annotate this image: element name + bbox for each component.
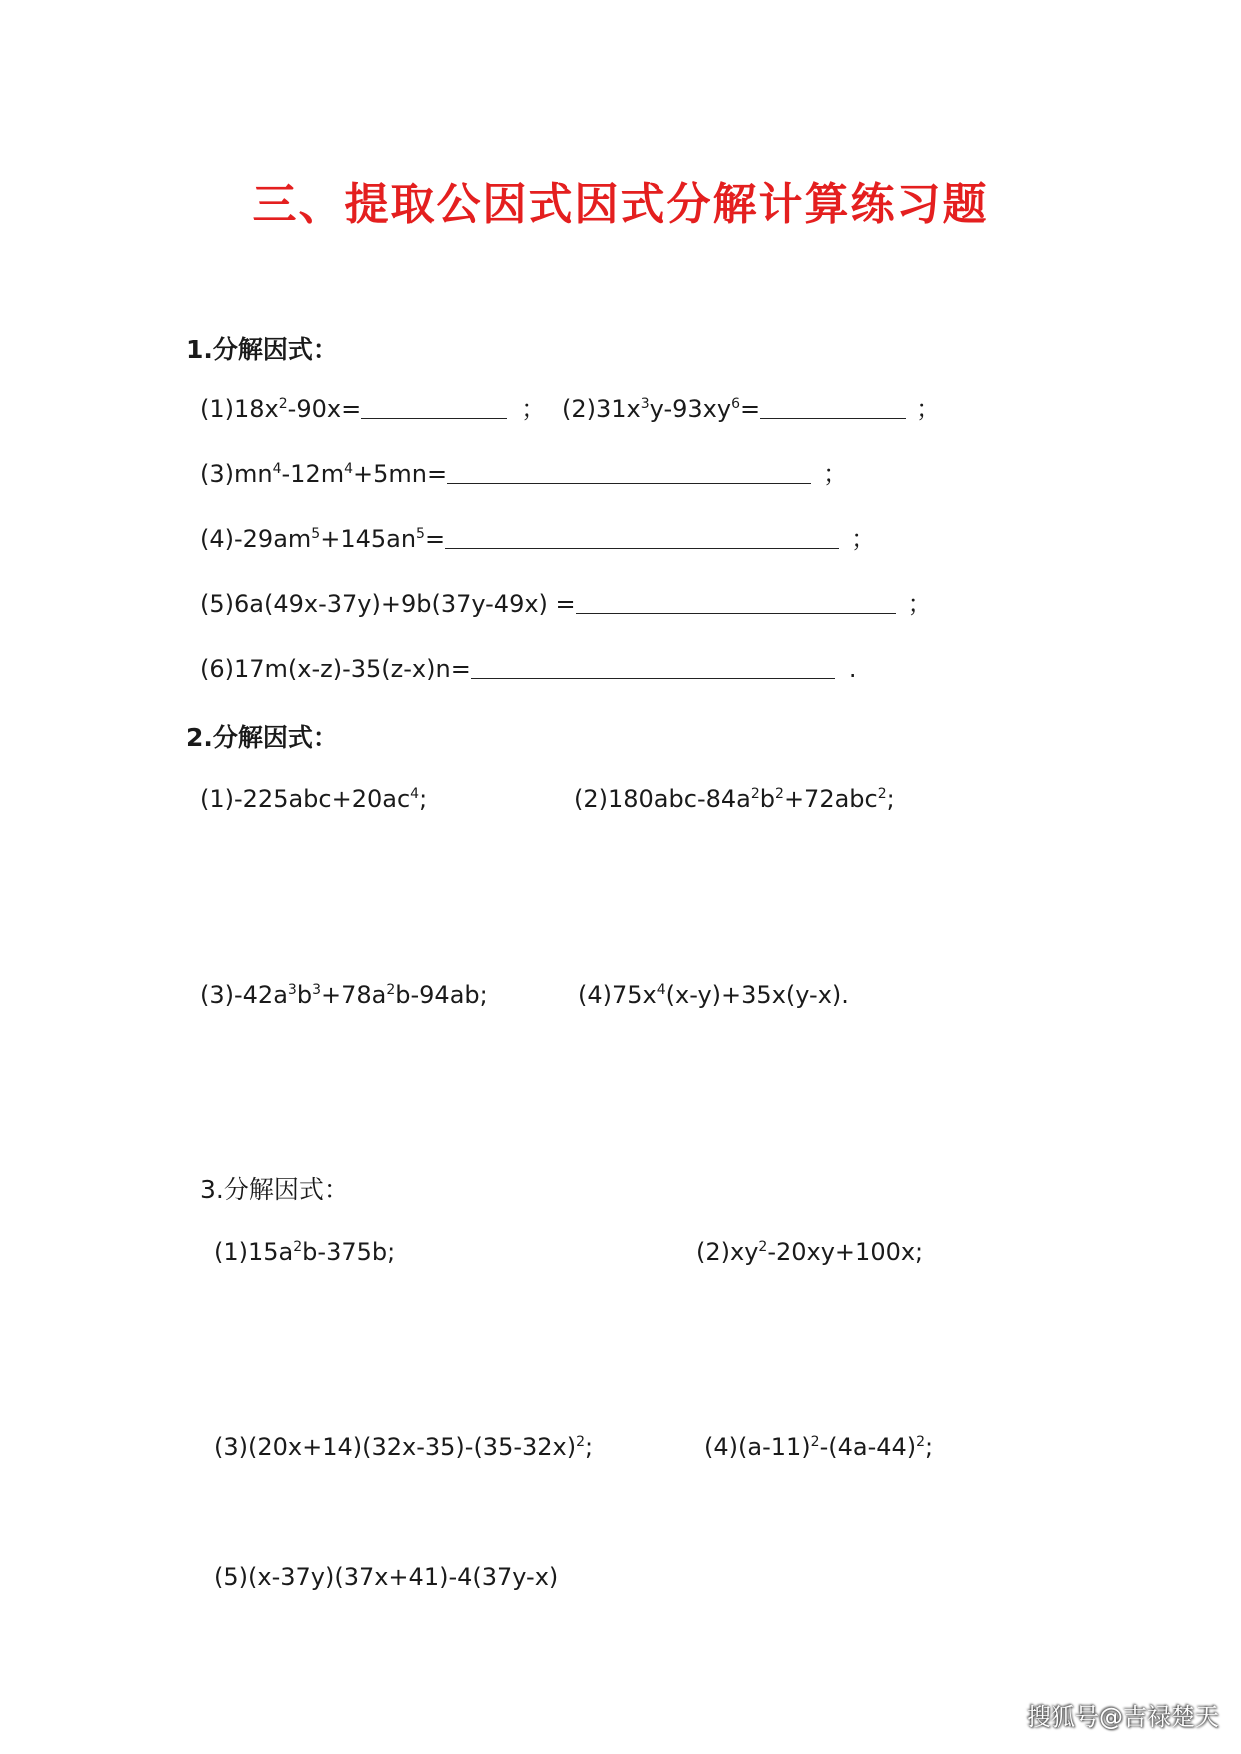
s2-problem-2: $(2)180abc-84a^2b^2+72abc^2$; — [574, 785, 895, 813]
page-title: 三、提取公因式因式分解计算练习题 — [252, 179, 989, 230]
s2-problem-3: $(3)-42a^3b^3+78a^2b-94ab$; — [200, 981, 488, 1009]
answer-blank[interactable] — [361, 396, 507, 419]
section-2-heading: 2.分解因式： — [186, 723, 338, 752]
s1-problem-1: $(1)18x^2-90x=$ ； — [200, 395, 546, 423]
answer-blank[interactable] — [445, 526, 839, 549]
s2-problem-4: $(4)75x^4(x-y)+35x(y-x)$. — [578, 981, 849, 1009]
s1-problem-5: (5)6a(49x-37y)+9b(37y-49x) = ； — [200, 590, 932, 618]
s3-problem-4: $(4)(a-11)^2-(4a-44)^2$; — [704, 1433, 934, 1461]
s1-problem-6: (6)17m(x-z)-35(z-x)n= . — [200, 655, 857, 683]
s3-problem-3: $(3)(20x+14)(32x-35)-(35-32x)^2$; — [214, 1433, 594, 1461]
answer-blank[interactable] — [471, 656, 835, 679]
section-1-heading: 1.分解因式： — [186, 335, 338, 364]
s2-problem-1: $(1)-225abc+20ac^4$; — [200, 785, 428, 813]
s3-problem-2: $(2)xy^2-20xy+100x$; — [696, 1238, 924, 1266]
s3-problem-1: $(1)15a^2b-375b$; — [214, 1238, 396, 1266]
answer-blank[interactable] — [576, 591, 896, 614]
s1-problem-3: $(3)mn^4-12m^4+5mn=$ ； — [200, 460, 848, 488]
s1-problem-4: $(4)-29am^5+145an^5=$ ； — [200, 525, 876, 553]
s3-problem-5: (5)(x-37y)(37x+41)-4(37y-x) — [214, 1563, 559, 1591]
answer-blank[interactable] — [447, 461, 811, 484]
s1-problem-2: $(2)31x^3y-93xy^6=$ ； — [562, 395, 941, 423]
section-3-heading: 3.分解因式： — [200, 1175, 349, 1204]
answer-blank[interactable] — [760, 396, 906, 419]
watermark: 搜狐号@吉禄楚天 — [1027, 1703, 1219, 1731]
